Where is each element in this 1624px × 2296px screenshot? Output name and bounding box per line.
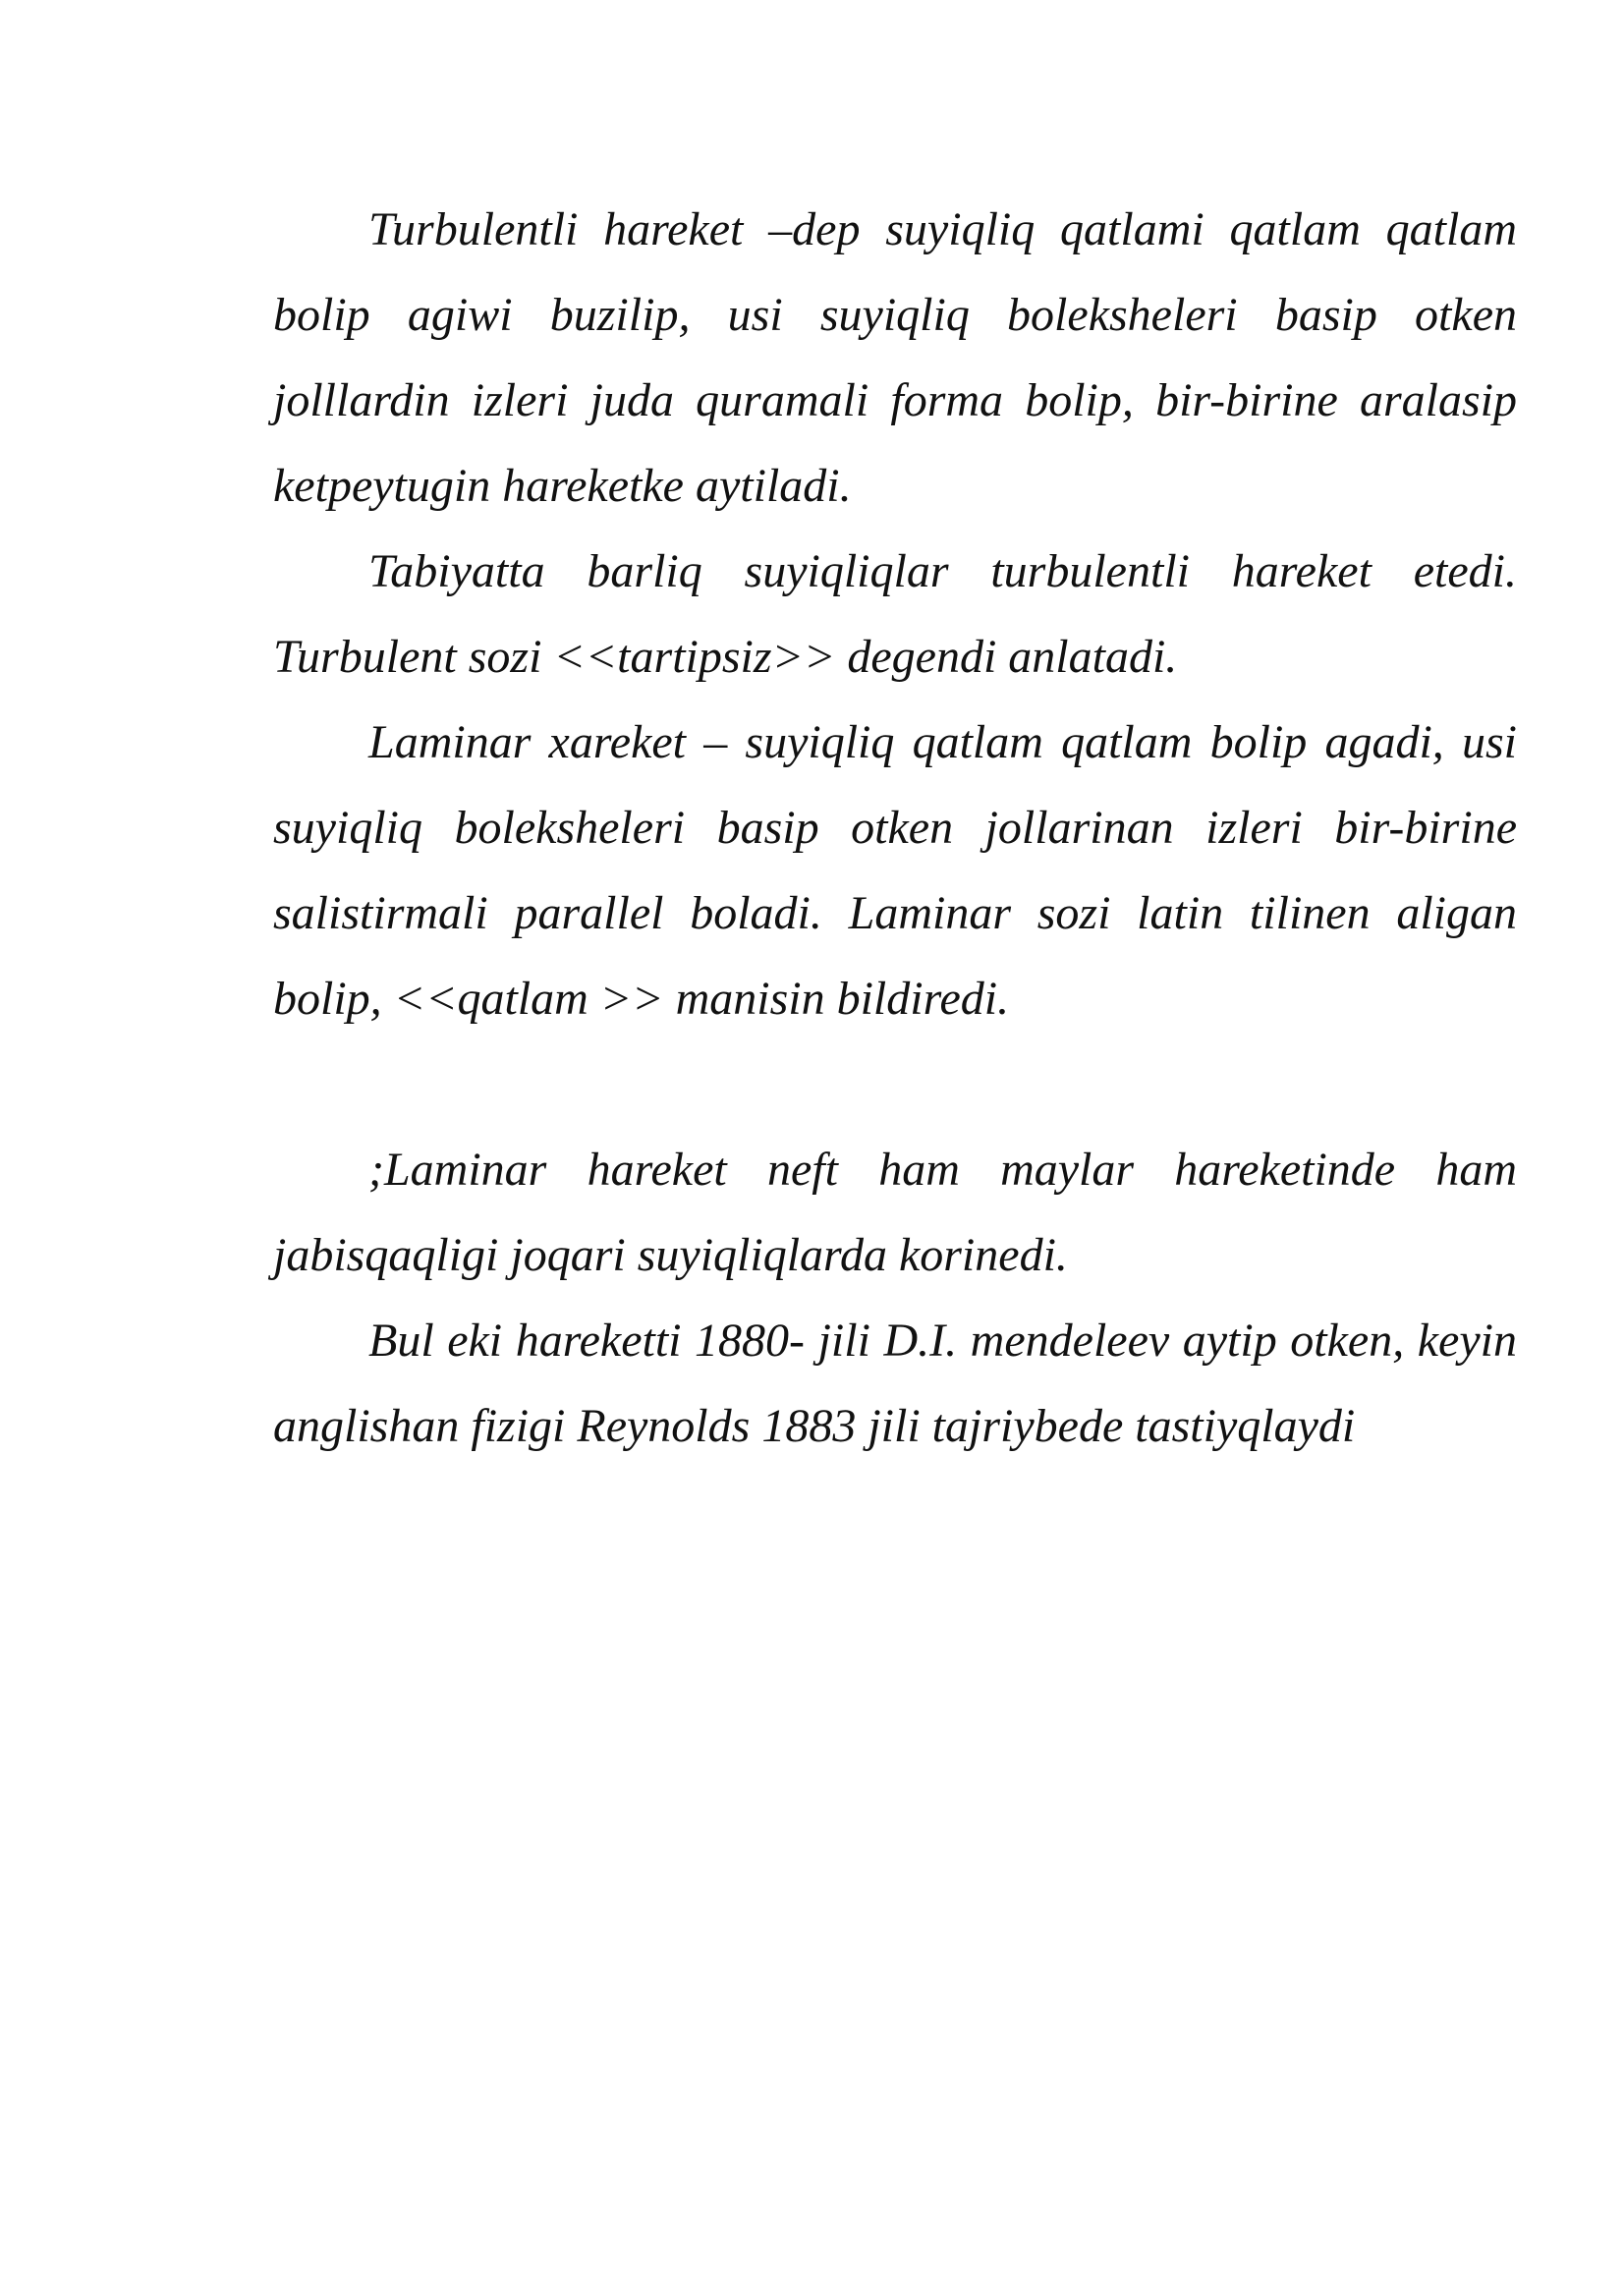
paragraph-laminar-oils: ;Laminar hareket neft ham maylar hareketinde ham jabisqaqligi joqari suyiqliqlarda korinedi. [273, 1144, 1517, 1281]
paragraph-spacer [273, 1041, 1517, 1127]
paragraph-history: Bul eki hareketti 1880- jili D.I. mendeleev aytip otken, keyin anglishan fizigi Reynolds 1883 jili tajriybede tastiyqlaydi [273, 1315, 1517, 1452]
paragraph-nature-turbulence: Tabiyatta barliq suyiqliqlar turbulentli hareket etedi. Turbulent sozi <<tartipsiz>> degendi anlatadi. [273, 545, 1517, 683]
document-body [273, 187, 1517, 1469]
paragraph-laminar-definition: Laminar xareket – suyiqliq qatlam qatlam bolip agadi, usi suyiqliq boleksheleri basip otken jollarinan izleri bir-birine salistirmali parallel boladi. Laminar sozi latin tilinen aligan bolip, <<qatlam >> manisin bildiredi. [273, 716, 1517, 1025]
paragraph-turbulent-definition: Turbulentli hareket –dep suyiqliq qatlami qatlam qatlam bolip agiwi buzilip, usi suyiqliq boleksheleri basip otken jolllardin izleri juda quramali forma bolip, bir-birine aralasip ketpeytugin hareketke aytiladi. [273, 203, 1517, 512]
